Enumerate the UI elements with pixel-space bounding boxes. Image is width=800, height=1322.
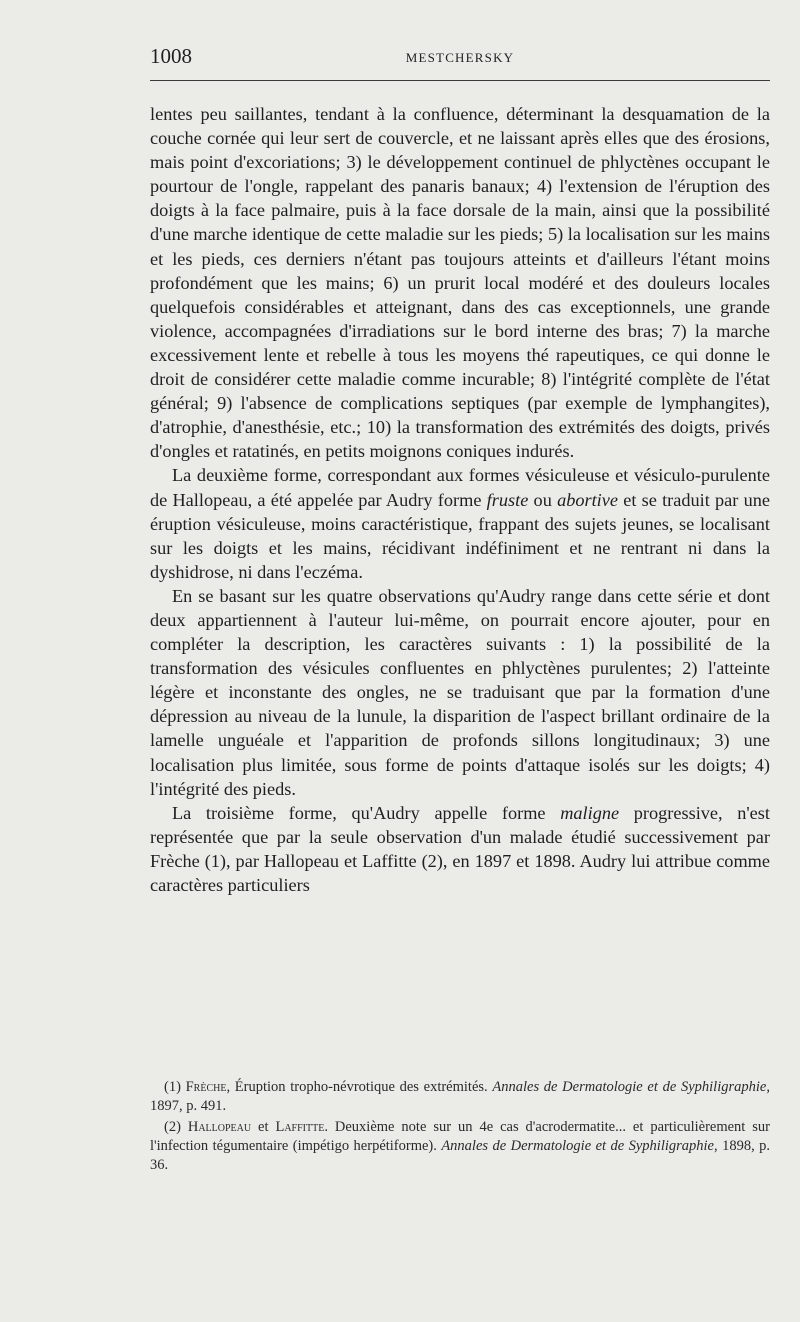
- page-number: 1008: [150, 44, 192, 68]
- paragraph-2: [150, 463, 770, 583]
- running-head: MESTCHERSKY: [405, 50, 515, 65]
- footnote-2-number: (2): [164, 1119, 188, 1135]
- term-maligne: maligne: [560, 802, 620, 823]
- footnote-1-number: (1): [164, 1079, 186, 1095]
- paragraph-2-text-c: et se traduit par une éruption vésiculeuse, moins caractéristique, frappant des sujets jeunes, se localisant sur les doigts et les mains, récidivant indéfiniment et ne rentrant ni dans la dyshidrose, ni dans l'eczéma.: [150, 489, 770, 582]
- footnote-2-title: . Deuxième note sur un 4e cas d'acrodermatite... et particulièrement sur l'infection tégumentaire (impétigo herpétiforme).: [150, 1119, 770, 1154]
- header-rule: [150, 80, 770, 81]
- paragraph-1: lentes peu saillantes, tendant à la confluence, déterminant la desquamation de la couche cornée qui leur sert de couvercle, et ne laissant après elles que des érosions, mais point d'excoriations; 3) le développement continuel de phlyctènes occupant le pourtour de l'ongle, rappelant des panaris banaux; 4) l'extension de l'éruption des doigts à la face palmaire, puis à la face dorsale de la main, ainsi que la possibilité d'une marche identique de cette maladie sur les pieds; 5) la localisation sur les mains et les pieds, ces derniers n'étant pas toujours atteints et d'ailleurs l'étant moins profondément que les mains; 6) un prurit local modéré et des douleurs locales quelquefois considérables et atteignant, dans des cas exceptionnels, une grande violence, accompagnées d'irradiations sur le bord interne des bras; 7) la marche excessivement lente et rebelle à tous les moyens thé rapeutiques, ce qui donne le droit de considérer cette maladie comme incurable; 8) l'intégrité complète de l'état général; 9) l'absence de complications septiques (par exemple de lymphangites), d'atrophie, d'anesthésie, etc.; 10) la transformation des extrémités des doigts, privés d'ongles et ratatinés, en petits moignons coniques indurés.: [150, 104, 770, 462]
- body-text: [150, 102, 770, 897]
- footnotes: [150, 1078, 770, 1177]
- footnote-2-journal: Annales de Dermatologie et de Syphiligraphie: [441, 1138, 714, 1154]
- paragraph-4: [150, 801, 770, 897]
- footnote-1-journal: Annales de Dermatologie et de Syphiligraphie: [492, 1079, 767, 1095]
- page-header: [150, 44, 770, 74]
- footnote-1-end: , 1897, p. 491.: [150, 1079, 770, 1114]
- footnote-1-title: , Éruption tropho-névrotique des extrémités.: [226, 1079, 493, 1095]
- footnote-2: [150, 1118, 770, 1175]
- footnote-2-author-1: Hallopeau: [187, 1119, 252, 1135]
- footnote-2-author-2: Laffitte: [275, 1119, 325, 1135]
- paragraph-3: En se basant sur les quatre observations qu'Audry range dans cette série et dont deux appartiennent à l'auteur lui-même, on pourrait encore ajouter, pour en compléter la description, les caractères suivants : 1) la possibilité de la transformation des vésicules confluentes en phlyctènes purulentes; 2) l'atteinte légère et inconstante des ongles, ne se traduisant que par la formation d'une dépression au niveau de la lunule, la disparition de l'aspect brillant ordinaire de la lamelle unguéale et l'apparition de profonds sillons longitudinaux; 3) une localisation plus limitée, sous forme de points d'attaque isolés sur les doigts; 4) l'intégrité des pieds.: [150, 585, 770, 799]
- paragraph-4-text-a: La troisième forme, qu'Audry appelle forme: [172, 802, 561, 823]
- footnote-2-end: , 1898, p. 36.: [150, 1138, 770, 1173]
- footnote-2-et: et: [251, 1119, 276, 1135]
- footnote-1: [150, 1078, 770, 1116]
- paragraph-2-text-b: ou: [528, 489, 558, 510]
- paragraph-4-text-b: progressive, n'est représentée que par la seule observation d'un malade étudié successivement par Frèche (1), par Hallopeau et Laffitte (2), en 1897 et 1898. Audry lui attribue comme caractères particuliers: [150, 802, 770, 895]
- footnote-1-author: Frèche: [185, 1079, 227, 1095]
- paragraph-2-text-a: La deuxième forme, correspondant aux formes vésiculeuse et vésiculo-purulente de Hallopeau, a été appelée par Audry forme: [150, 465, 770, 510]
- term-fruste: fruste: [486, 489, 529, 510]
- term-abortive: abortive: [557, 489, 618, 510]
